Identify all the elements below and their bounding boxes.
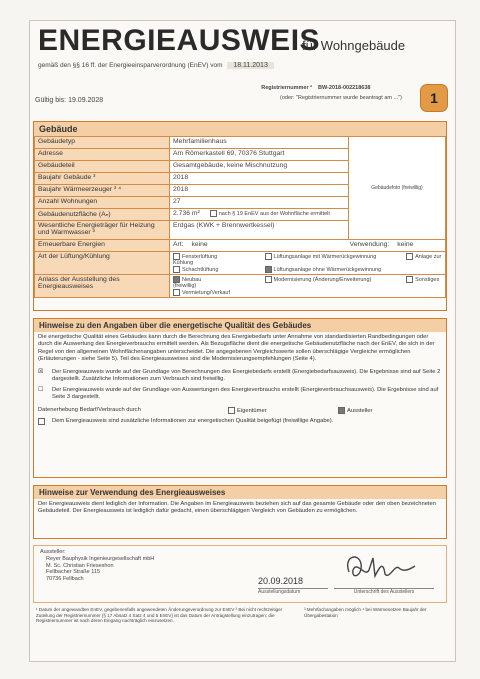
checkbox (228, 407, 235, 414)
checkbox: ☐ (38, 387, 44, 394)
option-verbrauch (34, 387, 446, 401)
table-row (35, 137, 446, 149)
registration-number: BW-2018-002218638 (318, 85, 371, 91)
nutzflaeche-note: nach § 19 EnEV aus der Wohnfläche ermittelt (218, 211, 330, 217)
footnotes-left: ¹ Datum der angewandten EnEV, gegebenenfalls angewendeten Änderungsverordnung zur EnEV ² Bei nicht rechtzeitiger Zuteilung der Registriernummer (§ 17 Absatz 4 Satz 4 und 5 EnEV) ist das Datum der Antragstellung einzutragen; die Registriernummer ist nach deren Eingang nachträglich einzusetzen. (36, 607, 283, 624)
signature-image (339, 550, 419, 588)
row-label: Baujahr Gebäude ³ (35, 173, 170, 185)
zusatz-row (34, 418, 446, 426)
option-label: Fensterlüftung (182, 253, 218, 260)
art-value: keine (191, 241, 208, 248)
row-value: 27 (170, 197, 349, 209)
checkbox (38, 418, 45, 425)
table-row (35, 240, 446, 252)
row-value (170, 209, 349, 221)
row-value: 2018 (170, 185, 349, 197)
legal-text: gemäß den §§ 16 ff. der Energieeinsparverordnung (EnEV) vom (38, 62, 223, 69)
aussteller-heading: Aussteller: (40, 549, 66, 555)
option-label: Lüftungsanlage mit Wärmerückgewinnung (273, 253, 377, 260)
checkbox (210, 210, 217, 217)
row-label: Adresse (35, 149, 170, 161)
zusatz-text: Dem Energieausweis sind zusätzliche Informationen zur energetischen Qualität beigefügt (freiwillige Angabe). (52, 418, 334, 425)
checkbox (173, 266, 180, 273)
hinweise-verwendung-title: Hinweise zur Verwendung des Energieausweises (34, 486, 446, 499)
option-bedarf (34, 369, 446, 383)
option-label: Anlage zur Kühlung (173, 253, 442, 266)
row-value: Erdgas (KWK + Brennwertkessel) (170, 221, 349, 240)
row-label: Gebäudetyp (35, 137, 170, 149)
registration-note: (oder: "Registriernummer wurde beantragt am ...") (280, 95, 402, 101)
row-value: 2018 (170, 173, 349, 185)
option-label: Sonstiges (freiwillig) (173, 276, 440, 289)
photo-placeholder (349, 137, 446, 240)
option-label: Modernisierung (Änderung/Erweiterung) (273, 276, 372, 283)
address-line: M. Sc. Christian Frieseshon (46, 562, 114, 569)
row-label: Baujahr Wärmeerzeuger ³ ⁴ (35, 185, 170, 197)
page-number-badge: 1 (420, 84, 448, 112)
address-line: Reyer Bauphysik Ingenieurgesellschaft mbH (46, 556, 155, 562)
hinweise-qualitaet-text: Die energetische Qualität eines Gebäudes kann durch die Berechnung des Energiebedarfs unter Annahme von standardisierten Randbedingungen oder durch die Auswertung des Energieverbrauchs ermittelt werden. Als Bezugsfläche dient die energetische Gebäudenutzfläche nach der EnEV, die sich in der Regel von den allgemeinen Wohnflächenangaben unterscheidet. Die angegebenen Vergleichswerte sollen überschlägige Vergleiche ermöglichen (Erläuterungen - siehe Seite 5). Teil des Energieausweises sind die Modernisierungsempfehlungen (Seite 4). (38, 334, 435, 362)
legal-reference (38, 62, 274, 69)
datenerhebung-row (34, 407, 446, 415)
legal-date: 18.11.2013 (227, 62, 274, 69)
hinweise-verwendung-section (33, 485, 447, 539)
table-row (35, 252, 446, 275)
row-value: Am Römerkastell 69, 70376 Stuttgart (170, 149, 349, 161)
issue-date-label: Ausstellungsdatum (258, 588, 328, 595)
hinweise-qualitaet-title: Hinweise zu den Angaben über die energetische Qualität des Gebäudes (34, 319, 446, 332)
checkbox (265, 253, 272, 260)
row-label: Anzahl Wohnungen (35, 197, 170, 209)
checkbox (406, 253, 413, 260)
row-label: Gebäudeteil (35, 161, 170, 173)
table-row (35, 275, 446, 298)
checkbox (173, 289, 180, 296)
gebaeude-title: Gebäude (34, 122, 446, 136)
checkbox (173, 253, 180, 260)
anlass-label: Anlass der Ausstellung des Energieausweises (35, 275, 170, 298)
issue-date: 20.09.2018 (258, 576, 304, 586)
photo-caption: Gebäudefoto (freiwillig) (371, 185, 423, 191)
option-label: Schachtlüftung (182, 266, 219, 273)
address-line: 70736 Fellbach (46, 575, 84, 582)
option-label: Neubau (182, 276, 202, 283)
row-value: Gesamtgebäude, keine Mischnutzung (170, 161, 349, 173)
signature-label: Unterschrift des Ausstellers (334, 588, 434, 595)
lueftung-label: Art der Lüftung/Kühlung (35, 252, 170, 275)
verwendung-value: keine (397, 241, 414, 248)
anlass-options (170, 275, 446, 298)
datenerhebung-label: Datenerhebung Bedarf/Verbrauch durch (38, 407, 141, 414)
row-label: Gebäudenutzfläche (Aₙ) (35, 209, 170, 221)
checkbox-checked (265, 266, 272, 273)
gebaeude-section (33, 121, 447, 311)
aussteller-label: Aussteller (347, 408, 373, 415)
checkbox-checked (173, 276, 180, 283)
nutzflaeche-value: 2.736 m² (173, 210, 200, 217)
document-subtitle: für Wohngebäude (302, 38, 406, 53)
aussteller-section (33, 545, 447, 603)
option-verbrauch-text: Der Energieausweis wurde auf der Grundlage von Auswertungen des Energieverbrauchs erstellt (Energieverbrauchsausweis). Die Ergebnisse sind auf Seite 3 dargestellt. (52, 387, 439, 401)
document-title: ENERGIEAUSWEIS (38, 24, 321, 57)
registration-label: Registriernummer ² (261, 85, 312, 91)
row-value: Mehrfamilienhaus (170, 137, 349, 149)
checkbox-checked (338, 407, 345, 414)
footnotes-right: ³ Mehrfachangaben möglich ⁴ bei Wärmenetzen Baujahr der Übergabestation (304, 607, 427, 618)
eigentuemer-label: Eigentümer (237, 408, 267, 415)
option-label: Lüftungsanlage ohne Wärmerückgewinnung (273, 266, 382, 273)
lueftung-options (170, 252, 446, 275)
erneuerbare-label: Erneuerbare Energien (35, 240, 170, 252)
gebaeude-table (34, 136, 446, 298)
row-label: Wesentliche Energieträger für Heizung und Warmwasser ³ (35, 221, 170, 240)
art-label: Art: (173, 241, 184, 248)
erneuerbare-value (170, 240, 446, 252)
hinweise-qualitaet-section (33, 318, 447, 478)
checkbox (265, 276, 272, 283)
checkbox (406, 276, 413, 283)
option-bedarf-text: Der Energieausweis wurde auf der Grundlage von Berechnungen des Energiebedarfs erstellt (Energiebedarfsausweis). Die Ergebnisse sind auf Seite 2 dargestellt. Zusätzliche Informationen zum Verbrauch sind freiwillig. (52, 369, 441, 383)
checkbox-checked: ☒ (38, 369, 44, 376)
address-line: Fellbacher Straße 115 (46, 569, 101, 575)
registration-box (240, 85, 410, 109)
hinweise-verwendung-text: Der Energieausweis dient lediglich der Information. Die Angaben im Energieausweis beziehen sich auf das gesamte Gebäude oder den oben bezeichneten Gebäudeteil. Der Energieausweis ist lediglich dafür gedacht, einen überschlägigen Vergleich von Gebäuden zu ermöglichen. (38, 501, 436, 515)
verwendung-label: Verwendung: (349, 241, 390, 248)
option-label: Vermietung/Verkauf (182, 289, 231, 296)
valid-until: Gültig bis: 19.09.2028 (35, 97, 104, 104)
